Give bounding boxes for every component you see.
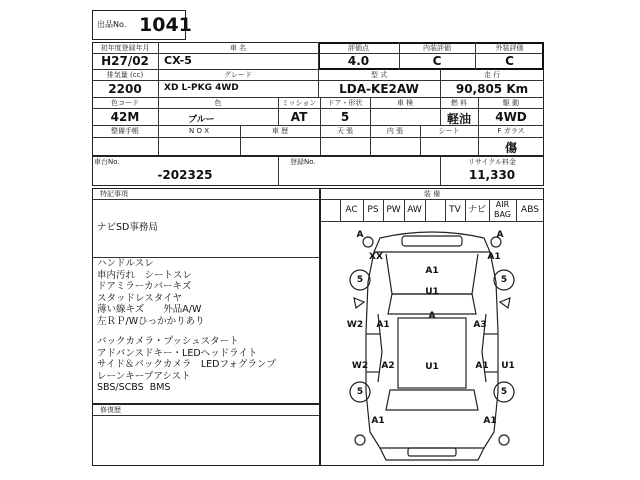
lot-label: 出品No. xyxy=(97,20,127,29)
drive-value: 4WD xyxy=(495,110,527,124)
color-code-value: 42M xyxy=(110,110,140,124)
label-fuel: 燃 料 xyxy=(450,99,468,107)
label-color: 色 xyxy=(214,99,222,107)
mark-w2-rear-left: W2 xyxy=(351,361,369,371)
label-seat: シート xyxy=(438,127,460,135)
label-mileage: 走 行 xyxy=(483,71,501,79)
mark-a-top-right: A xyxy=(496,230,504,240)
mark-a1-bottom-right: A1 xyxy=(483,416,497,426)
equip-tv: TV xyxy=(449,205,461,215)
label-history: 車 歴 xyxy=(271,127,289,135)
notes-block3: バックカメラ・プッシュスタート アドバンスドキー・LEDヘッドライト サイド＆バックカメラ LEDフォグランプ レーンキープアシスト SBS/SCBS BMS xyxy=(97,336,276,393)
mark-hood-a1: A1 xyxy=(425,266,439,276)
mark-tire-fl: 5 xyxy=(356,275,364,285)
equip-ac: AC xyxy=(345,205,358,215)
label-recycle: リサイクル料金 xyxy=(467,158,517,166)
label-glass: F ガラス xyxy=(497,127,525,135)
label-exterior-grade: 外装評価 xyxy=(495,44,524,52)
exterior-grade-value: C xyxy=(505,54,514,68)
equip-navi: ナビ xyxy=(467,205,486,215)
label-repair: 修復歴 xyxy=(100,406,121,414)
label-doors: ドア・形状 xyxy=(327,99,363,107)
label-transmission: ミッション xyxy=(281,99,317,107)
model-value: CX-5 xyxy=(164,54,192,67)
mark-tire-rl: 5 xyxy=(356,387,364,397)
mark-hood-u1: U1 xyxy=(425,287,439,297)
transmission-value: AT xyxy=(290,110,308,124)
mark-xx: XX xyxy=(369,252,383,262)
glass-value: 傷 xyxy=(504,141,517,155)
label-drive: 駆 動 xyxy=(502,99,520,107)
label-chassis: 車台No. xyxy=(94,158,120,166)
mark-tire-fr: 5 xyxy=(500,275,508,285)
mark-a2-rear-left: A2 xyxy=(381,361,395,371)
recycle-value: 11,330 xyxy=(468,168,516,182)
mark-u1-rear-right: U1 xyxy=(501,361,515,371)
color-value: ブルー xyxy=(188,115,215,125)
label-roof: 天 張 xyxy=(336,127,354,135)
fuel-value: 軽油 xyxy=(446,112,471,126)
doors-value: 5 xyxy=(340,110,350,124)
label-score: 評価点 xyxy=(348,44,369,52)
mark-u1-center: U1 xyxy=(425,362,439,372)
model-code-value: LDA-KE2AW xyxy=(339,82,419,96)
car-diagram xyxy=(320,222,544,466)
equip-aw: AW xyxy=(407,205,422,215)
label-displacement: 排気量 (cc) xyxy=(106,71,144,79)
label-grade: グレード xyxy=(224,71,252,79)
mark-a1-left: A1 xyxy=(376,320,390,330)
label-model-code: 型 式 xyxy=(370,71,388,79)
lot-number-box xyxy=(92,10,192,40)
interior-grade-value: C xyxy=(432,54,442,68)
lot-value: 1041 xyxy=(139,14,192,36)
equip-pw: PW xyxy=(386,205,401,215)
label-color-code: 色コード xyxy=(111,99,139,107)
equip-abs: ABS xyxy=(521,205,539,215)
label-vehicle-type: 車 検 xyxy=(396,99,414,107)
notes-line1: ナビSD事務局 xyxy=(97,222,158,233)
mark-w2-left: W2 xyxy=(346,320,364,330)
label-first-reg: 初年度登録年月 xyxy=(100,44,150,52)
label-equipment: 装 備 xyxy=(423,190,441,198)
score-value: 4.0 xyxy=(347,54,370,68)
label-interior-grade: 内装評価 xyxy=(423,44,451,52)
label-reg-no: 登録No. xyxy=(290,158,316,166)
label-notes: 特記事項 xyxy=(100,190,128,198)
chassis-value: -202325 xyxy=(157,168,213,182)
mark-a1-bottom-left: A1 xyxy=(371,416,385,426)
repair-box xyxy=(92,404,320,466)
notes-block2: ハンドルスレ 車内汚れ シートスレ ドアミラーカバーキズ スタッドレスタイヤ 薄い線キズ 外品A/W 左ＲＰ/Wひっかかりあり xyxy=(97,258,205,327)
label-interior: 内 張 xyxy=(386,127,404,135)
mark-a1-rear-right: A1 xyxy=(475,361,489,371)
mileage-value: 90,805 Km xyxy=(455,82,529,96)
equip-ps: PS xyxy=(367,205,379,215)
mark-a1-front-right: A1 xyxy=(487,252,501,262)
grade-value: XD L-PKG 4WD xyxy=(164,83,239,93)
label-service-book: 整備手帳 xyxy=(111,127,139,135)
mark-tire-rr: 5 xyxy=(500,387,508,397)
mark-roof-a: A xyxy=(428,311,436,321)
equip-airbag: AIR BAG xyxy=(493,200,512,219)
first-reg-value: H27/02 xyxy=(101,54,149,68)
displacement-value: 2200 xyxy=(108,82,142,96)
label-model: 車 名 xyxy=(229,44,247,52)
label-nox: N O X xyxy=(189,127,209,135)
mark-a3-right: A3 xyxy=(473,320,487,330)
mark-a-top-left: A xyxy=(356,230,364,240)
